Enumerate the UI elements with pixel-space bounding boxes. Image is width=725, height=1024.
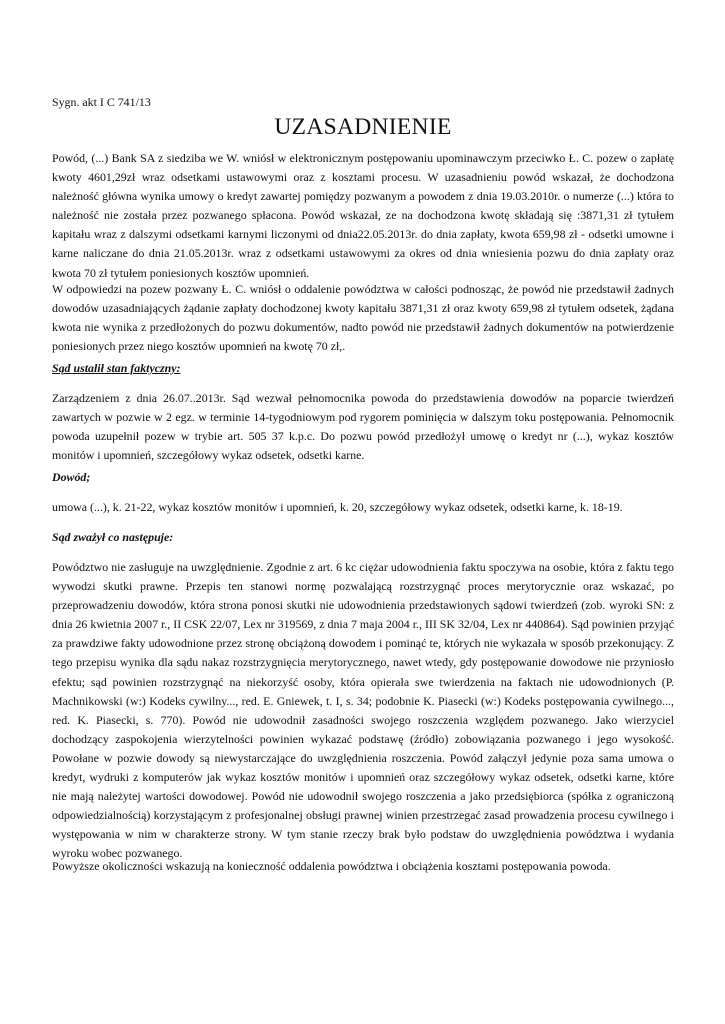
case-signature: Sygn. akt I C 741/13	[52, 95, 151, 109]
paragraph-conclusion: Powyższe okoliczności wskazują na konieczność oddalenia powództwa i obciążenia kosztami postępowania powoda.	[52, 859, 611, 873]
paragraph-claim: Powód, (...) Bank SA z siedziba we W. wniósł w elektronicznym postępowaniu upominawczym przeciwko Ł. C. pozew o zapłatę kwoty 4601,29zł wraz odsetkami ustawowymi oraz z kosztami procesu. W uzasadnieniu powód wskazał, że dochodzona należność główna wynika umowy o kredyt zawartej pomiędzy pozwanym a powodem z dnia 19.03.2010r. o numerze (...) która to należność nie została przez pozwanego spłacona. Powód wskazał, ze na dochodzona kwotę składają się :3871,31 zł tytułem kapitału wraz z dalszymi odsetkami karnymi liczonymi od dnia22.05.2013r. do dnia zapłaty, kwota 659,98 zł - odsetki umowne i karne naliczane do dnia 21.05.2013r. wraz z odsetkami ustawowymi za okres od dnia wniesienia pozwu do dnia zapłaty oraz kwota 70 zł tytułem poniesionych kosztów upomnień.	[52, 151, 674, 280]
heading-facts: Sąd ustalił stan faktyczny:	[52, 361, 181, 375]
paragraph-evidence: umowa (...), k. 21-22, wykaz kosztów monitów i upomnień, k. 20, szczegółowy wykaz odsetek, odsetki karne, k. 18-19.	[52, 500, 623, 514]
heading-considered: Sąd zważył co następuje:	[52, 530, 174, 544]
paragraph-facts: Zarządzeniem z dnia 26.07..2013r. Sąd wezwał pełnomocnika powoda do przedstawienia dowodów na poparcie twierdzeń zawartych w pozwie w 2 egz. w terminie 14-tygodniowym pod rygorem pominięcia w dalszym toku postępowania. Pełnomocnik powoda uzupełnił pozew w trybie art. 505 37 k.p.c. Do pozwu powód przedłożył umowę o kredyt nr (...), wykaz kosztów monitów i upomnień, szczegółowy wykaz odsetek, odsetki karne.	[52, 391, 674, 463]
heading-evidence: Dowód;	[52, 470, 91, 484]
paragraph-defense: W odpowiedzi na pozew pozwany Ł. C. wniósł o oddalenie powództwa w całości podnosząc, że powód nie przedstawił żadnych dowodów uzasadniających żądanie zapłaty dochodzonej kwoty kapitału 3871,31 zł oraz kwoty 659,98 zł tytułem odsetek, żądana kwota nie wynika z przedłożonych do pozwu dokumentów, nadto powód nie przedstawił żadnych dokumentów na potwierdzenie poniesionych przez niego kosztów upomnień na kwotę 70 zł,.	[52, 282, 674, 354]
document-title: UZASADNIENIE	[274, 114, 452, 140]
paragraph-reasoning: Powództwo nie zasługuje na uwzględnienie. Zgodnie z art. 6 kc ciężar udowodnienia faktu spoczywa na osobie, która z faktu tego wywodzi skutki prawne. Przepis ten stanowi normę pozwalającą rozstrzygnąć proces merytorycznie oraz wskazać, po przeprowadzeniu dowodów, która strona ponosi skutki nie udowodnienia przedstawionych sądowi twierdzeń (zob. wyroki SN: z dnia 26 kwietnia 2007 r., II CSK 22/07, Lex nr 319569, z dnia 7 maja 2004 r., III SK 32/04, Lex nr 440864). Sąd powinien przyjąć za prawdziwe fakty udowodnione przez stronę obciążoną dowodem i pominąć te, których nie wykazała w sposób przekonujący. Z tego przepisu wynika dla sądu nakaz rozstrzygnięcia merytorycznego, nawet wtedy, gdy postępowanie dowodowe nie przyniosło efektu; sąd powinien rozstrzygnąć na niekorzyść osoby, która opierała swe twierdzenia na faktach nie udowodnionych (P. Machnikowski (w:) Kodeks cywilny..., red. E. Gniewek, t. I, s. 34; podobnie K. Piasecki (w:) Kodeks postępowania cywilnego..., red. K. Piasecki, s. 770). Powód nie udowodnił zasadności swojego roszczenia względem pozwanego. Jako wierzyciel dochodzący zaspokojenia wierzytelności powinien wykazać podstawę (źródło) zobowiązania pozwanego i jego wysokość. Powołane w pozwie dowody są niewystarczające do uwzględnienia roszczenia. Powód załączył jedynie poza sama umowa o kredyt, wydruki z komputerów jak wykaz kosztów monitów i upomnień oraz szczegółowy wykaz odsetek, odsetki karne, które nie mają należytej wartości dowodowej. Powód nie udowodnił swojego roszczenia a jako przedsiębiorca (spółka z ograniczoną odpowiedzialnością) korzystającym z profesjonalnej obsługi prawnej winien przestrzegać zasad prowadzenia procesu cywilnego i występowania w nim w charakterze strony. W tym stanie rzeczy brak było podstaw do uwzględnienia powództwa i wydania wyroku wobec pozwanego.	[52, 560, 674, 861]
